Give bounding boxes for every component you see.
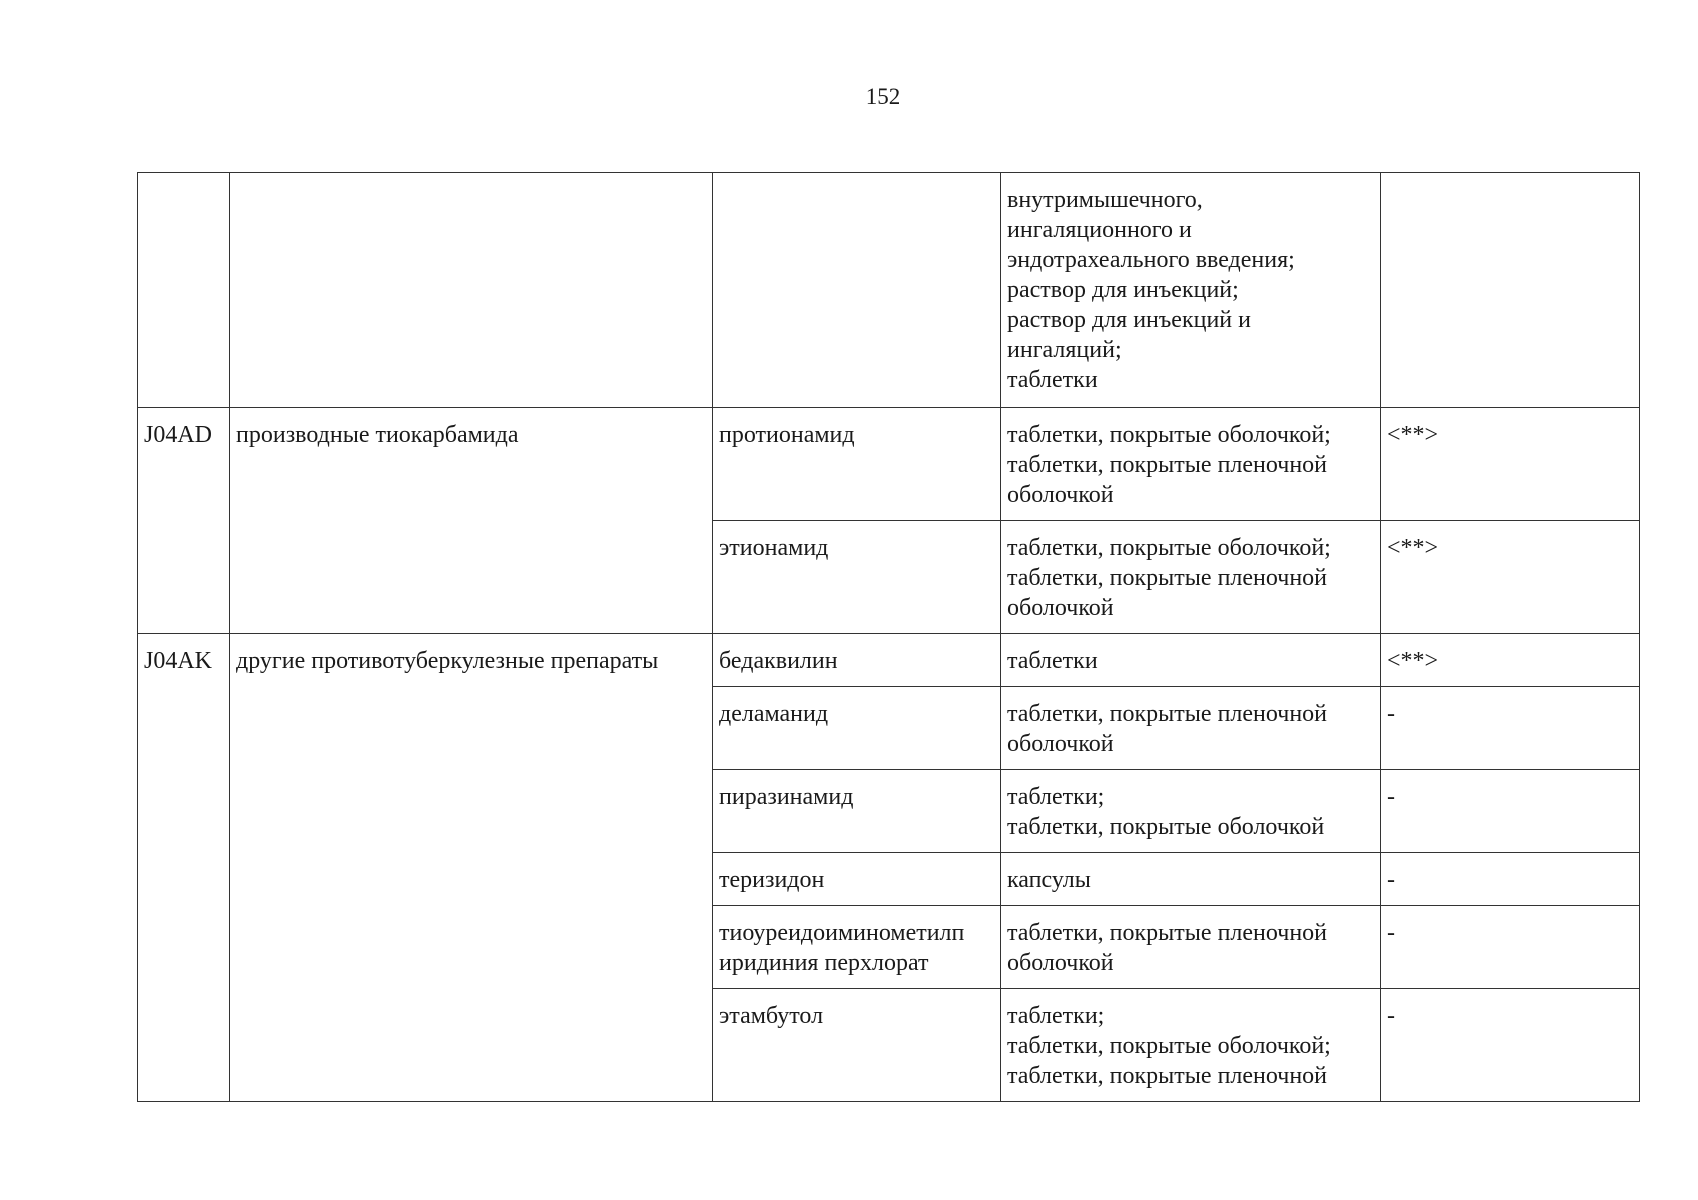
dosage-form-cell: внутримышечного, ингаляционного и эндотрахеального введения; раствор для инъекций; раствор для инъекций и ингаляций; таблетки [1001, 173, 1381, 408]
drug-name-cell: протионамид [713, 408, 1001, 521]
dosage-form-cell: капсулы [1001, 853, 1381, 906]
note-cell: - [1381, 989, 1640, 1102]
group-name-cell [230, 173, 713, 408]
drug-table [137, 172, 1640, 1102]
dosage-form-cell: таблетки [1001, 634, 1381, 687]
note-cell: - [1381, 687, 1640, 770]
atc-code-cell [138, 173, 230, 408]
table-row [138, 634, 1640, 687]
drug-name-cell: теризидон [713, 853, 1001, 906]
note-cell [1381, 173, 1640, 408]
note-cell: - [1381, 770, 1640, 853]
drug-name-cell [713, 173, 1001, 408]
drug-name-cell: пиразинамид [713, 770, 1001, 853]
table-row [138, 408, 1640, 521]
note-cell: <**> [1381, 634, 1640, 687]
drug-name-cell: бедаквилин [713, 634, 1001, 687]
note-cell: - [1381, 853, 1640, 906]
page-number: 152 [865, 84, 901, 109]
group-name-cell: производные тиокарбамида [230, 408, 713, 634]
drug-name-cell: деламанид [713, 687, 1001, 770]
drug-name-cell: этамбутол [713, 989, 1001, 1102]
dosage-form-cell: таблетки, покрытые оболочкой; таблетки, покрытые пленочной оболочкой [1001, 521, 1381, 634]
drug-name-cell: этионамид [713, 521, 1001, 634]
dosage-form-cell: таблетки, покрытые пленочной оболочкой [1001, 687, 1381, 770]
drug-name-cell: тиоуреидоиминометилп иридиния перхлорат [713, 906, 1001, 989]
dosage-form-cell: таблетки, покрытые пленочной оболочкой [1001, 906, 1381, 989]
dosage-form-cell: таблетки; таблетки, покрытые оболочкой; таблетки, покрытые пленочной [1001, 989, 1381, 1102]
dosage-form-cell: таблетки, покрытые оболочкой; таблетки, покрытые пленочной оболочкой [1001, 408, 1381, 521]
group-name-cell: другие противотуберкулезные препараты [230, 634, 713, 1102]
note-cell: <**> [1381, 408, 1640, 521]
dosage-form-cell: таблетки; таблетки, покрытые оболочкой [1001, 770, 1381, 853]
table-row [138, 173, 1640, 408]
note-cell: <**> [1381, 521, 1640, 634]
atc-code-cell: J04AK [138, 634, 230, 1102]
note-cell: - [1381, 906, 1640, 989]
atc-code-cell: J04AD [138, 408, 230, 634]
